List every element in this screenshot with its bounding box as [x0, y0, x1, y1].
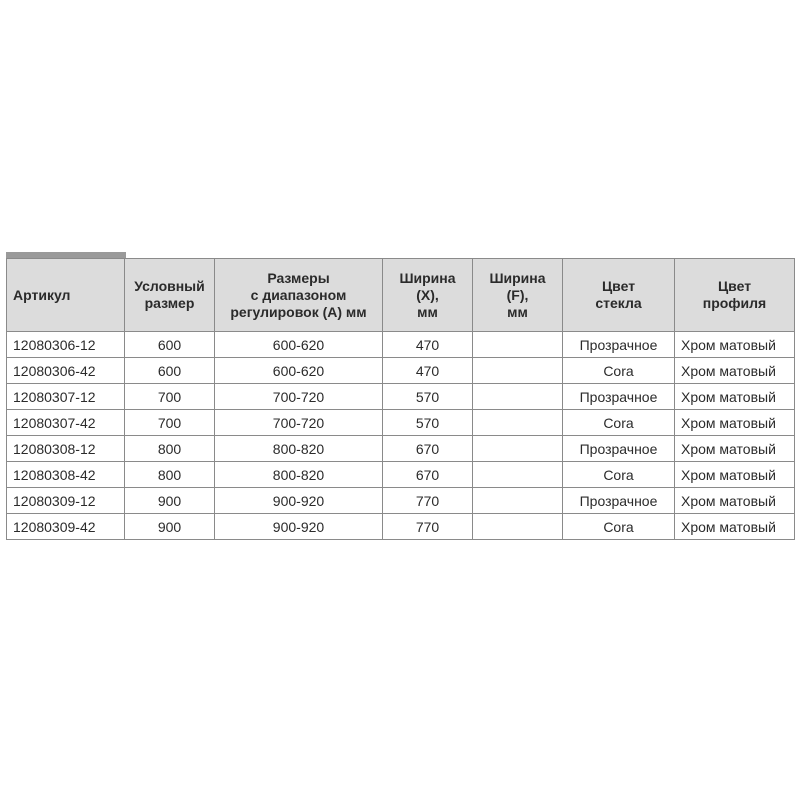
cell-profile-color: Хром матовый: [675, 358, 795, 384]
cell-dimensions-range: 700-720: [215, 384, 383, 410]
table-row: [7, 488, 795, 514]
header-width-x: [383, 259, 473, 332]
cell-nominal-size: 900: [125, 514, 215, 540]
header-width-f: [473, 259, 563, 332]
cell-article: 12080306-12: [7, 332, 125, 358]
cell-width-x: 470: [383, 358, 473, 384]
cell-glass-color: Прозрачное: [563, 332, 675, 358]
cell-glass-color: Прозрачное: [563, 488, 675, 514]
header-line: Ширина: [399, 269, 456, 286]
cell-profile-color: Хром матовый: [675, 410, 795, 436]
cell-glass-color: Сora: [563, 358, 675, 384]
header-line: Размеры: [267, 269, 330, 286]
table-row: [7, 514, 795, 540]
header-line: (F),: [506, 286, 529, 303]
cell-profile-color: Хром матовый: [675, 384, 795, 410]
cell-nominal-size: 800: [125, 462, 215, 488]
table-row: [7, 436, 795, 462]
cell-glass-color: Сora: [563, 410, 675, 436]
cell-width-f: [473, 358, 563, 384]
cell-width-x: 770: [383, 514, 473, 540]
table-row: [7, 384, 795, 410]
cell-glass-color: Сora: [563, 462, 675, 488]
table-row: [7, 332, 795, 358]
header-profile-color: [675, 259, 795, 332]
cell-profile-color: Хром матовый: [675, 436, 795, 462]
header-nominal-size: [125, 259, 215, 332]
header-line: профиля: [702, 295, 767, 311]
cell-width-f: [473, 488, 563, 514]
header-line: стекла: [595, 295, 642, 311]
cell-glass-color: Сora: [563, 514, 675, 540]
cell-width-x: 670: [383, 462, 473, 488]
header-line: Цвет: [601, 278, 636, 294]
header-line: с диапазоном: [250, 286, 347, 303]
cell-width-x: 470: [383, 332, 473, 358]
cell-glass-color: Прозрачное: [563, 384, 675, 410]
cell-nominal-size: 700: [125, 410, 215, 436]
table-row: [7, 462, 795, 488]
cell-width-x: 670: [383, 436, 473, 462]
cell-article: 12080306-42: [7, 358, 125, 384]
cell-article: 12080309-42: [7, 514, 125, 540]
header-line: (X),: [416, 286, 439, 303]
header-dimensions-range: [215, 259, 383, 332]
cell-nominal-size: 600: [125, 358, 215, 384]
header-line: Цвет: [717, 278, 752, 294]
cell-nominal-size: 600: [125, 332, 215, 358]
cell-dimensions-range: 600-620: [215, 358, 383, 384]
product-spec-table: [6, 258, 795, 540]
cell-dimensions-range: 700-720: [215, 410, 383, 436]
table-row: [7, 358, 795, 384]
header-article: [7, 259, 125, 332]
cell-width-f: [473, 514, 563, 540]
cell-width-f: [473, 332, 563, 358]
header-line: размер: [144, 295, 195, 311]
cell-width-x: 770: [383, 488, 473, 514]
table-body: [7, 332, 795, 540]
cell-article: 12080309-12: [7, 488, 125, 514]
cell-profile-color: Хром матовый: [675, 332, 795, 358]
cell-nominal-size: 700: [125, 384, 215, 410]
table-row: [7, 410, 795, 436]
cell-nominal-size: 800: [125, 436, 215, 462]
cell-article: 12080308-12: [7, 436, 125, 462]
cell-width-f: [473, 462, 563, 488]
header-line: Ширина: [489, 269, 546, 286]
cell-dimensions-range: 800-820: [215, 436, 383, 462]
header-line: мм: [507, 303, 528, 320]
cell-width-f: [473, 384, 563, 410]
cell-article: 12080308-42: [7, 462, 125, 488]
header-row: [7, 259, 795, 332]
header-glass-color: [563, 259, 675, 332]
cell-width-x: 570: [383, 384, 473, 410]
cell-dimensions-range: 900-920: [215, 514, 383, 540]
header-line: мм: [417, 303, 438, 320]
header-line: Артикул: [13, 286, 71, 303]
cell-dimensions-range: 800-820: [215, 462, 383, 488]
header-line: Условный: [134, 278, 205, 294]
table-header: [7, 259, 795, 332]
cell-width-f: [473, 436, 563, 462]
cell-profile-color: Хром матовый: [675, 514, 795, 540]
header-line: регулировок (А) мм: [230, 303, 367, 320]
cell-profile-color: Хром матовый: [675, 488, 795, 514]
cell-width-f: [473, 410, 563, 436]
cell-dimensions-range: 600-620: [215, 332, 383, 358]
cell-profile-color: Хром матовый: [675, 462, 795, 488]
cell-dimensions-range: 900-920: [215, 488, 383, 514]
cell-article: 12080307-42: [7, 410, 125, 436]
cell-nominal-size: 900: [125, 488, 215, 514]
cell-glass-color: Прозрачное: [563, 436, 675, 462]
cell-width-x: 570: [383, 410, 473, 436]
cell-article: 12080307-12: [7, 384, 125, 410]
